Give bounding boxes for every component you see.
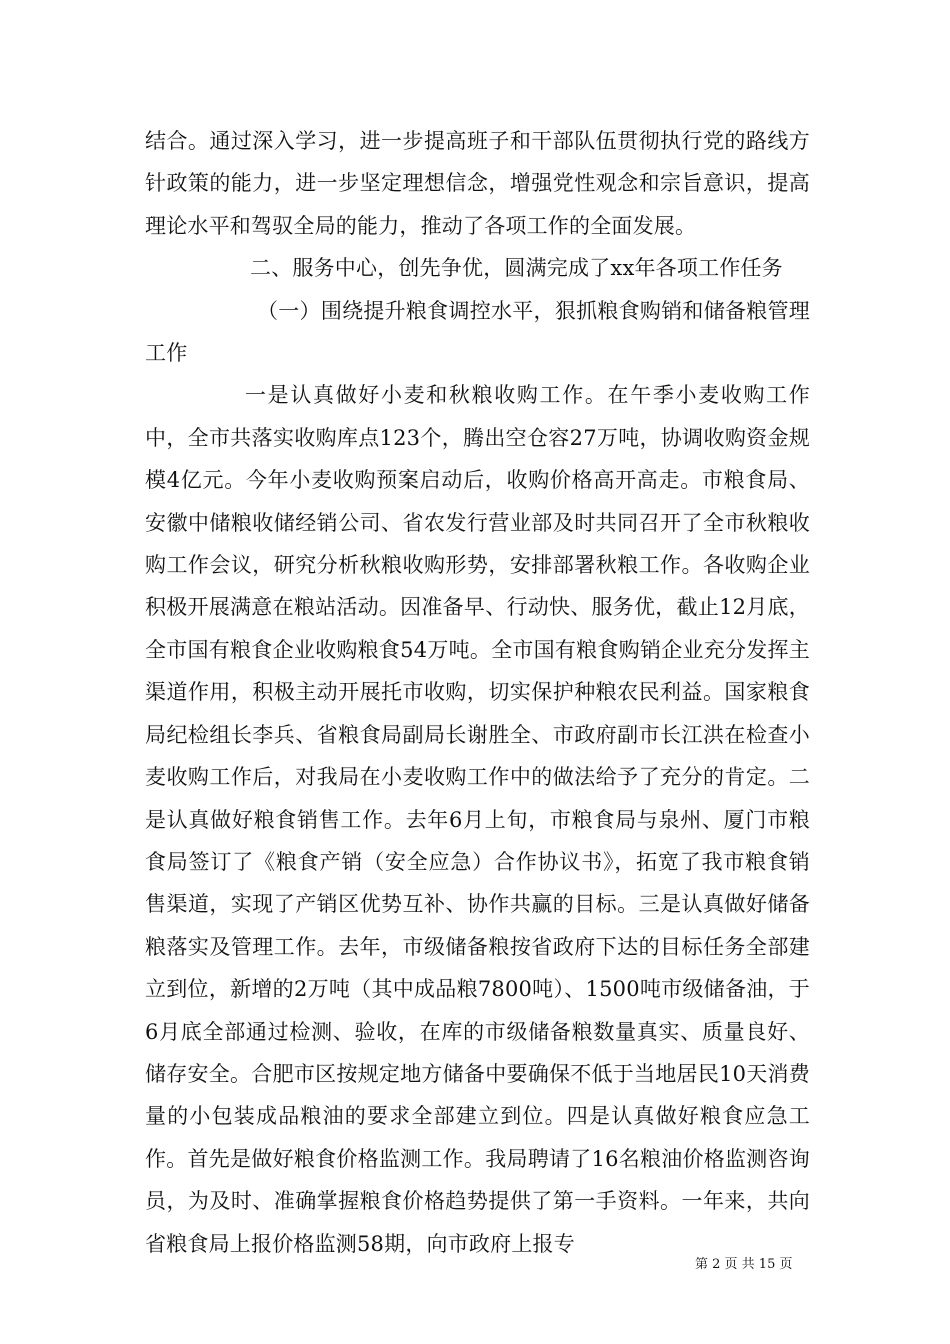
subsection-heading-one: （一）围绕提升粮食调控水平，狠抓粮食购销和储备粮管理工作 [145,298,810,366]
document-body [145,120,810,1265]
page-number-footer: 第 2 页 共 15 页 [695,1257,793,1272]
section-heading-two: 二、服务中心，创先争优，圆满完成了xx年各项工作任务 [250,256,783,281]
paragraph-grain-purchase: 一是认真做好小麦和秋粮收购工作。在午季小麦收购工作中，全市共落实收购库点123个，腾出空仓容27万吨，协调收购资金规模4亿元。今年小麦收购预案启动后，收购价格高开高走。市粮食局、安徽中储粮收储经销公司、省农发行营业部及时共同召开了全市秋粮收购工作会议，研究分析秋粮收购形势，安排部署秋粮工作。各收购企业积极开展满意在粮站活动。因准备早、行动快、服务优，截止12月底，全市国有粮食企业收购粮食54万吨。全市国有粮食购销企业充分发挥主渠道作用，积极主动开展托市收购，切实保护种粮农民利益。国家粮食局纪检组长李兵、省粮食局副局长谢胜全、市政府副市长江洪在检查小麦收购工作后，对我局在小麦收购工作中的做法给予了充分的肯定。二是认真做好粮食销售工作。去年6月上旬，市粮食局与泉州、厦门市粮食局签订了《粮食产销（安全应急）合作协议书》，拓宽了我市粮食销售渠道，实现了产销区优势互补、协作共赢的目标。三是认真做好储备粮落实及管理工作。去年，市级储备粮按省政府下达的目标任务全部建立到位，新增的2万吨（其中成品粮7800吨）、1500吨市级储备油，于6月底全部通过检测、验收，在库的市级储备粮数量真实、质量良好、储存安全。合肥市区按规定地方储备中要确保不低于当地居民10天消费量的小包装成品粮油的要求全部建立到位。四是认真做好粮食应急工作。首先是做好粮食价格监测工作。我局聘请了16名粮油价格监测咨询员，为及时、准确掌握粮食价格趋势提供了第一手资料。一年来，共向省粮食局上报价格监测58期，向市政府上报专 [145,383,810,1256]
paragraph-study-summary: 结合。通过深入学习，进一步提高班子和干部队伍贯彻执行党的路线方针政策的能力，进一步坚定理想信念，增强党性观念和宗旨意识，提高理论水平和驾驭全局的能力，推动了各项工作的全面发展。 [145,129,810,238]
